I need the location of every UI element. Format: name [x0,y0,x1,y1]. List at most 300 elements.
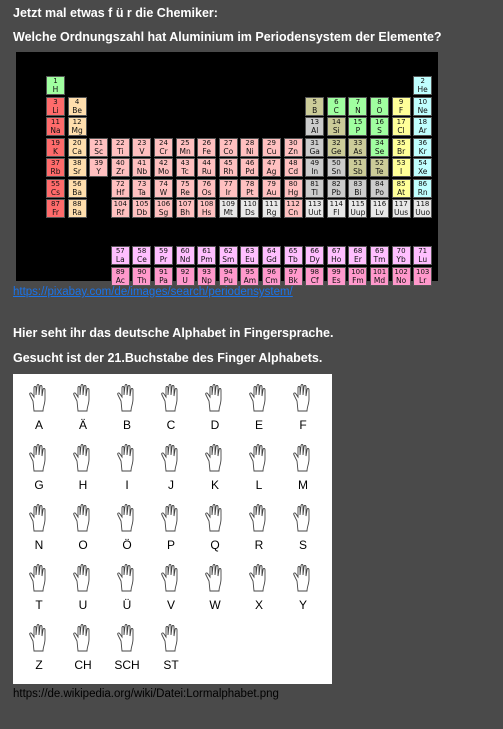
element-symbol: Uup [350,208,366,217]
atomic-number: 75 [180,179,190,188]
element-symbol: Mo [157,167,170,176]
element-cell [240,246,259,265]
atomic-number: 86 [418,179,428,188]
element-cell [219,158,238,177]
element-cell [68,97,87,116]
atomic-number: 34 [375,138,384,147]
element-symbol: At [397,187,406,197]
atomic-number: 118 [416,200,430,208]
element-cell [370,267,389,286]
periodic-table-image [16,52,438,285]
finger-letter-label: T [35,598,43,612]
element-cell [219,138,238,157]
element-symbol: Fe [202,146,211,156]
element-symbol: Ra [72,208,82,217]
element-cell [197,158,216,177]
element-cell [219,267,238,286]
element-symbol: Na [50,126,61,135]
element-cell [219,199,238,218]
element-cell [327,246,346,265]
element-symbol: Fl [333,208,340,217]
hand-sign-icon [116,384,138,412]
element-symbol: Tl [311,187,319,197]
element-cell [413,267,432,286]
element-symbol: Hf [116,187,125,197]
element-symbol: Np [201,275,212,285]
element-cell [305,267,324,286]
finger-letter-label: P [166,538,175,552]
atomic-number: 95 [245,267,255,276]
atomic-number: 63 [245,247,255,255]
atomic-number: 109 [221,200,235,208]
element-cell [392,199,411,218]
element-cell [240,199,259,218]
atomic-number: 52 [375,159,384,167]
element-symbol: Rb [50,167,61,176]
hand-sign-icon [72,444,94,472]
element-cell [68,158,87,177]
element-cell [284,267,303,286]
atomic-number: 15 [353,118,363,126]
finger-letter-label: X [254,598,263,612]
element-symbol: Be [72,105,82,115]
element-cell [219,179,238,198]
element-symbol: K [53,146,58,156]
element-cell [154,158,173,177]
element-symbol: Ds [245,208,255,217]
element-symbol: Hs [201,208,212,217]
atomic-number: 74 [159,179,168,188]
hand-sign-icon [160,384,182,412]
element-cell [111,158,130,177]
atomic-number: 21 [94,138,104,147]
atomic-number: 32 [331,138,341,147]
atomic-number: 77 [223,179,233,188]
atomic-number: 108 [200,200,214,208]
element-symbol: Ti [117,146,124,156]
element-symbol: As [353,146,363,156]
atomic-number: 33 [353,138,363,147]
element-cell [240,267,259,286]
element-symbol: Re [180,187,190,197]
hand-sign-icon [28,444,50,472]
element-symbol: Tb [288,255,298,264]
element-cell [305,97,324,116]
element-cell [68,117,87,136]
element-cell [176,138,195,157]
atomic-number: 62 [223,247,233,255]
finger-letter-label: V [166,598,175,612]
element-cell [413,246,432,265]
element-symbol: Mg [71,126,83,135]
element-symbol: Gd [266,255,277,264]
finger-letter-label: ST [163,658,179,672]
element-symbol: No [395,275,407,285]
element-cell [392,246,411,265]
element-cell [197,267,216,286]
element-cell [176,158,195,177]
element-symbol: Zr [116,167,125,176]
element-symbol: V [139,146,145,156]
element-cell [111,179,130,198]
element-symbol: Ir [225,187,231,197]
hand-sign-icon [28,504,50,532]
hand-sign-icon [28,624,50,652]
element-symbol: Mn [179,146,191,156]
finger-letter-label: I [125,478,129,492]
element-symbol: Ge [331,146,342,156]
atomic-number: 89 [115,267,125,276]
element-cell [197,246,216,265]
element-cell [413,138,432,157]
element-cell [392,138,411,157]
finger-letter-label: K [210,478,219,492]
element-cell [305,117,324,136]
element-symbol: Th [137,275,147,285]
atomic-number: 59 [159,247,168,255]
atomic-number: 80 [288,179,298,188]
element-cell [68,179,87,198]
element-cell [370,158,389,177]
element-symbol: Pt [246,187,254,197]
atomic-number: 113 [308,200,322,208]
element-cell [154,199,173,218]
element-symbol: Se [374,146,385,156]
finger-letter-label: J [168,478,174,492]
element-symbol: Mt [223,208,233,217]
element-cell [46,179,65,198]
element-cell [111,199,130,218]
atomic-number: 76 [202,179,212,188]
atomic-number: 24 [159,138,168,147]
element-symbol: Ar [418,126,427,135]
element-symbol: Sg [158,208,169,217]
section-heading-chemistry: Jetzt mal etwas f ü r die Chemiker: [13,6,218,20]
element-symbol: Rh [223,167,234,176]
section-heading-finger-alphabet: Hier seht ihr das deutsche Alphabet in Fingersprache. [13,326,334,340]
element-cell [176,199,195,218]
element-symbol: Es [331,275,341,285]
element-symbol: S [377,126,382,135]
element-symbol: Cm [265,275,278,285]
atomic-number: 42 [159,159,168,167]
atomic-number: 102 [394,267,408,276]
element-symbol: Uut [308,208,322,217]
element-symbol: Fr [52,208,59,217]
atomic-number: 35 [396,138,406,147]
hand-sign-icon [28,384,50,412]
element-cell [132,199,151,218]
element-symbol: Rg [266,208,277,217]
element-cell [348,179,367,198]
atomic-number: 55 [51,179,60,188]
element-cell [262,199,281,218]
element-cell [46,138,65,157]
atomic-number: 14 [331,118,341,126]
element-symbol: Kr [418,146,427,156]
finger-letter-label: A [34,418,43,432]
finger-letter-label: G [34,478,44,492]
pixabay-source-link[interactable]: https://pixabay.com/de/images/search/periodensystem/ [13,286,293,298]
element-symbol: P [355,126,361,135]
element-cell [305,158,324,177]
element-cell [348,138,367,157]
element-symbol: Lu [418,255,428,264]
element-cell [348,158,367,177]
atomic-number: 50 [331,159,341,167]
question-21st-letter: Gesucht ist der 21.Buchstabe des Finger Alphabets. [13,351,323,365]
atomic-number: 116 [372,200,387,208]
element-symbol: Pm [200,255,213,264]
atomic-number: 114 [329,200,343,208]
element-symbol: Hg [287,187,299,197]
element-symbol: Ba [72,187,82,197]
atomic-number: 107 [178,200,192,208]
element-cell [392,117,411,136]
element-symbol: Li [52,105,59,115]
atomic-number: 40 [115,159,125,167]
hand-sign-icon [72,384,94,412]
atomic-number: 28 [245,138,255,147]
element-symbol: Uuo [415,208,431,217]
element-symbol: Pu [223,275,233,285]
element-symbol: Lr [419,275,427,285]
element-symbol: Cf [310,275,319,285]
element-symbol: Ne [417,105,428,115]
hand-sign-icon [72,624,94,652]
element-symbol: N [355,105,361,115]
element-cell [111,246,130,265]
element-symbol: Ni [246,146,254,156]
hand-sign-icon [248,564,270,592]
finger-letter-label: B [122,418,131,432]
finger-letter-label: S [298,538,307,552]
atomic-number: 43 [180,159,190,167]
element-symbol: Sn [331,167,342,176]
atomic-number: 47 [267,159,276,167]
element-symbol: Dy [309,255,320,264]
atomic-number: 4 [74,97,80,106]
element-cell [111,267,130,286]
atomic-number: 46 [245,159,255,167]
element-symbol: Am [243,275,257,285]
atomic-number: 38 [72,159,82,167]
atomic-number: 37 [51,159,60,167]
element-cell [370,97,389,116]
element-cell [305,246,324,265]
element-cell [392,179,411,198]
element-symbol: Ac [115,275,125,285]
element-cell [154,246,173,265]
hand-sign-icon [160,504,182,532]
finger-letter-label: O [78,538,88,552]
atomic-number: 58 [137,247,147,255]
element-cell [370,199,389,218]
atomic-number: 61 [202,247,212,255]
element-cell [327,117,346,136]
element-cell [284,138,303,157]
element-symbol: H [52,85,59,94]
hand-sign-icon [28,564,50,592]
element-symbol: Ce [136,255,147,264]
atomic-number: 53 [396,159,406,167]
hand-sign-icon [292,444,314,472]
atomic-number: 39 [94,159,104,167]
hand-sign-icon [204,444,226,472]
finger-letter-label: SCH [114,658,140,672]
element-symbol: He [417,85,428,94]
atomic-number: 106 [156,200,171,208]
element-symbol: Cn [288,208,299,217]
atomic-number: 17 [396,118,406,126]
atomic-number: 92 [180,267,190,276]
element-symbol: Si [332,126,340,135]
atomic-number: 54 [418,159,428,167]
finger-letter-label: Ü [122,598,132,612]
element-symbol: O [376,105,383,115]
atomic-number: 29 [267,138,276,147]
atomic-number: 99 [331,267,341,276]
element-cell [154,138,173,157]
element-symbol: Rf [116,208,125,217]
element-symbol: Rn [417,187,428,197]
element-cell [370,246,389,265]
element-symbol: Au [266,187,277,197]
element-symbol: Pd [245,167,255,176]
atomic-number: 19 [51,138,60,147]
element-symbol: Nb [136,167,148,176]
finger-letter-label: Ö [122,538,132,552]
hand-sign-icon [248,444,270,472]
atomic-number: 78 [245,179,255,188]
atomic-number: 69 [375,247,384,255]
atomic-number: 27 [223,138,233,147]
element-symbol: Pr [159,255,168,264]
atomic-number: 11 [51,118,60,126]
atomic-number: 8 [377,97,382,106]
element-symbol: Fm [352,275,364,285]
atomic-number: 65 [288,247,298,255]
element-symbol: Tm [373,255,386,264]
atomic-number: 81 [310,179,320,188]
element-cell [262,267,281,286]
element-symbol: B [312,105,318,115]
element-symbol: F [398,105,404,115]
hand-sign-icon [160,444,182,472]
atomic-number: 111 [264,200,279,208]
finger-letter-label: L [255,478,263,492]
element-symbol: Cd [288,167,299,176]
atomic-number: 115 [351,200,365,208]
finger-letter-label: U [78,598,88,612]
element-symbol: Ca [72,146,83,156]
element-symbol: Ga [309,146,320,156]
hand-sign-icon [160,564,182,592]
element-symbol: La [115,255,125,264]
finger-letter-label: E [254,418,263,432]
element-cell [240,158,259,177]
element-symbol: Xe [417,167,428,176]
atomic-number: 84 [375,179,384,188]
atomic-number: 3 [53,97,58,106]
element-cell [284,158,303,177]
atomic-number: 9 [398,97,404,106]
hand-sign-icon [248,504,270,532]
atomic-number: 45 [223,159,233,167]
element-symbol: Ta [137,187,146,197]
element-cell [327,138,346,157]
element-cell [413,76,432,95]
finger-letter-label: H [78,478,88,492]
hand-sign-icon [116,504,138,532]
atomic-number: 112 [286,200,300,208]
element-cell [240,179,259,198]
element-symbol: C [333,105,339,115]
atomic-number: 82 [331,179,341,188]
element-symbol: Tc [181,167,189,176]
atomic-number: 100 [351,267,365,276]
element-symbol: Ru [201,167,212,176]
finger-letter-label: N [34,538,44,552]
atomic-number: 30 [288,138,298,147]
atomic-number: 73 [137,179,147,188]
atomic-number: 117 [394,200,408,208]
element-symbol: Y [96,167,101,176]
atomic-number: 51 [353,159,363,167]
element-cell [197,138,216,157]
element-cell [132,246,151,265]
element-symbol: Sc [94,146,104,156]
element-cell [132,267,151,286]
element-cell [240,138,259,157]
atomic-number: 10 [418,97,428,106]
element-cell [262,138,281,157]
element-cell [348,199,367,218]
element-symbol: Sb [353,167,363,176]
element-symbol: Zn [288,146,299,156]
atomic-number: 12 [72,118,82,126]
element-symbol: I [399,167,403,176]
element-cell [68,138,87,157]
element-cell [327,158,346,177]
hand-sign-icon [116,444,138,472]
element-cell [68,199,87,218]
hand-sign-icon [72,564,94,592]
element-cell [348,267,367,286]
finger-letter-label: Y [298,598,307,612]
atomic-number: 104 [113,200,127,208]
element-cell [219,246,238,265]
element-cell [46,158,65,177]
atomic-number: 87 [51,200,60,208]
element-symbol: Po [375,187,384,197]
finger-letter-label: Q [210,538,220,552]
atomic-number: 6 [334,97,339,106]
atomic-number: 26 [202,138,212,147]
element-cell [284,246,303,265]
finger-letter-label: W [209,598,221,612]
finger-letter-label: C [166,418,176,432]
element-cell [46,199,65,218]
atomic-number: 44 [202,159,212,167]
element-cell [327,267,346,286]
element-cell [176,179,195,198]
element-cell [89,138,108,157]
element-symbol: Db [136,208,148,217]
atomic-number: 36 [418,138,428,147]
element-cell [392,267,411,286]
atomic-number: 97 [288,267,298,276]
